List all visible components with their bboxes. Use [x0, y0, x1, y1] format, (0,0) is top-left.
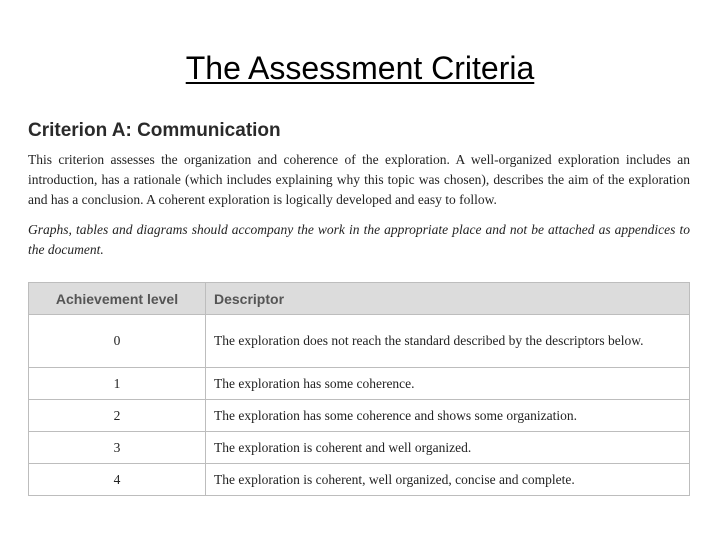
slide-title: [0, 48, 720, 88]
descriptor-cell: The exploration does not reach the standard described by the descriptors below.: [206, 315, 690, 368]
descriptor-cell: The exploration has some coherence.: [206, 368, 690, 400]
criterion-heading: Criterion A: Communication: [28, 120, 281, 141]
table-row: [29, 432, 690, 464]
achievement-level-cell: 2: [29, 400, 206, 432]
table-row: [29, 315, 690, 368]
table-row: [29, 464, 690, 496]
column-header-descriptor: Descriptor: [206, 283, 690, 315]
criterion-note: Graphs, tables and diagrams should accompany the work in the appropriate place and not be attached as appendices to the document.: [28, 222, 690, 257]
table-header-row: [29, 283, 690, 315]
table-row: [29, 400, 690, 432]
achievement-level-cell: 1: [29, 368, 206, 400]
achievement-level-cell: 3: [29, 432, 206, 464]
descriptor-cell: The exploration is coherent, well organized, concise and complete.: [206, 464, 690, 496]
criterion-excerpt: [28, 116, 690, 496]
achievement-level-cell: 0: [29, 315, 206, 368]
column-header-achievement-level: Achievement level: [29, 283, 206, 315]
achievement-table: [28, 282, 690, 496]
table-row: [29, 368, 690, 400]
slide-title-text: The Assessment Criteria: [185, 50, 535, 86]
achievement-level-cell: 4: [29, 464, 206, 496]
descriptor-cell: The exploration is coherent and well organized.: [206, 432, 690, 464]
descriptor-cell: The exploration has some coherence and shows some organization.: [206, 400, 690, 432]
criterion-description: This criterion assesses the organization and coherence of the exploration. A well-organized exploration includes an introduction, has a rationale (which includes explaining why this topic was chosen), describes the aim of the exploration and has a conclusion. A coherent exploration is logically developed and easy to follow.: [28, 152, 690, 207]
